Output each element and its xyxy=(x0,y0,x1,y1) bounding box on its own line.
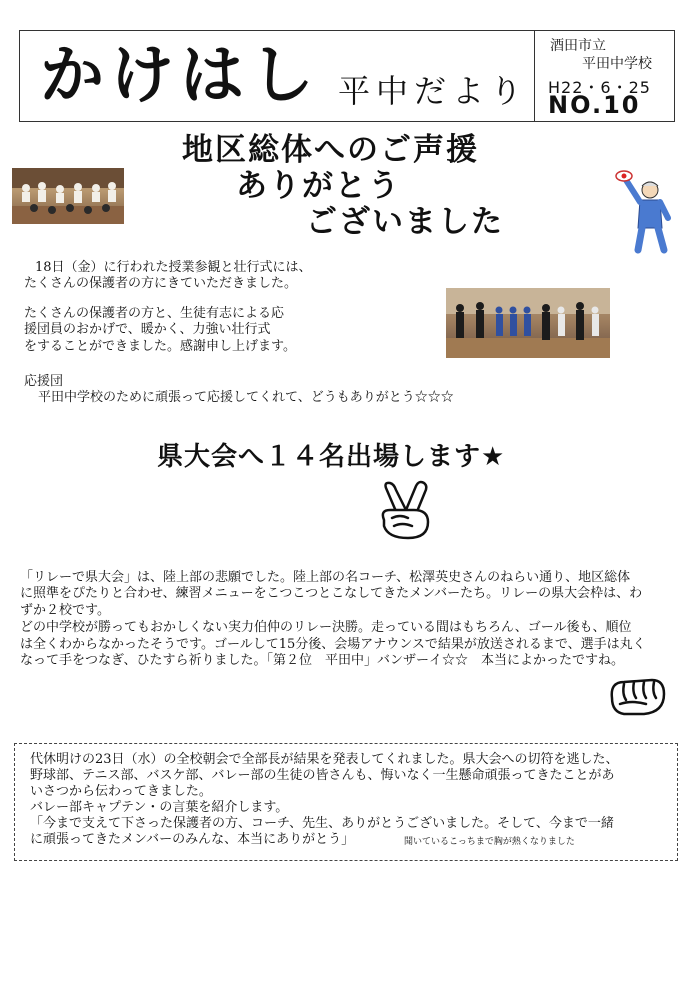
peace-sign-hand-icon xyxy=(372,480,438,542)
newsletter-subtitle: 平中だより xyxy=(338,72,529,110)
photo-parents-visit xyxy=(12,168,124,224)
issue-date: H22・6・25 xyxy=(548,78,651,97)
box-text-line: に頑張ってきたメンバーのみんな、本当にありがとう」 xyxy=(30,832,355,847)
headline-1-line-3: ございました xyxy=(306,204,504,240)
box-text-line: 野球部、テニス部、バスケ部、バレー部の生徒の皆さんも、悔いなく一生懸命頑張ってきたことがあ xyxy=(30,768,615,783)
box-text-line: 「今まで支えて下さった保護者の方、コーチ、先生、ありがとうございました。そして、今まで一緒 xyxy=(30,816,614,831)
article-text-line: ずか２校です。 xyxy=(20,603,110,618)
cheering-boy-illustration xyxy=(612,166,678,256)
cheer-squad-thanks: 平田中学校のために頑張って応援してくれて、どうもありがとう☆☆☆ xyxy=(38,390,454,405)
box-text-line: いさつから伝わってきました。 xyxy=(30,784,212,799)
headline-1-line-1: 地区総体へのご声援 xyxy=(182,132,479,168)
city-label: 酒田市立 xyxy=(550,38,606,54)
masthead xyxy=(19,30,675,122)
issue-number: NO.10 xyxy=(548,91,641,119)
box-text-line: 代休明けの23日（水）の全校朝会で全部長が結果を発表してくれました。県大会への切符を逃した、 xyxy=(30,752,619,767)
box-side-note: 聞いているこっちまで胸が熱くなりました xyxy=(404,837,575,847)
intro-text-line: たくさんの保護者の方と、生徒有志による応 xyxy=(24,306,285,321)
fist-icon xyxy=(606,674,668,718)
photo-sendoff-ceremony xyxy=(446,288,610,358)
article-text-line: どの中学校が勝ってもおかしくない実力伯仲のリレー決勝。走っている間はもちろん、ゴール後も、順位 xyxy=(20,620,632,635)
box-text-line: バレー部キャプテン・の言葉を紹介します。 xyxy=(30,800,289,815)
article-text-line: に照準をぴたりと合わせ、練習メニューをこつこつとこなしてきたメンバーたち。リレーの県大会枠は、わ xyxy=(20,586,643,601)
newsletter-title: かけはし xyxy=(40,39,320,113)
article-text-line: なって手をつなぎ、ひたすら祈りました。「第２位 平田中」バンザーイ☆☆ 本当によかったですね。 xyxy=(20,653,624,668)
school-name: 平田中学校 xyxy=(582,56,652,72)
intro-text-line: 援団員のおかげで、暖かく、力強い壮行式 xyxy=(24,322,271,337)
masthead-divider xyxy=(534,31,535,121)
article-text-line: 「リレーで県大会」は、陸上部の悲願でした。陸上部の名コーチ、松澤英史さんのねらい通り、地区総体 xyxy=(20,570,631,585)
intro-text-line: 18日（金）に行われた授業参観と壮行式には、 xyxy=(35,260,312,275)
intro-text-line: をすることができました。感謝申し上げます。 xyxy=(24,339,296,354)
cheer-squad-heading: 応援団 xyxy=(24,374,64,389)
headline-2: 県大会へ１４名出場します★ xyxy=(157,442,506,472)
headline-1-line-2: ありがとう xyxy=(236,168,401,204)
intro-text-line: たくさんの保護者の方にきていただきました。 xyxy=(24,276,298,291)
article-text-line: は全くわからなかったそうです。ゴールして15分後、会場アナウンスで結果が放送されるまで、選手は丸く xyxy=(20,637,646,652)
